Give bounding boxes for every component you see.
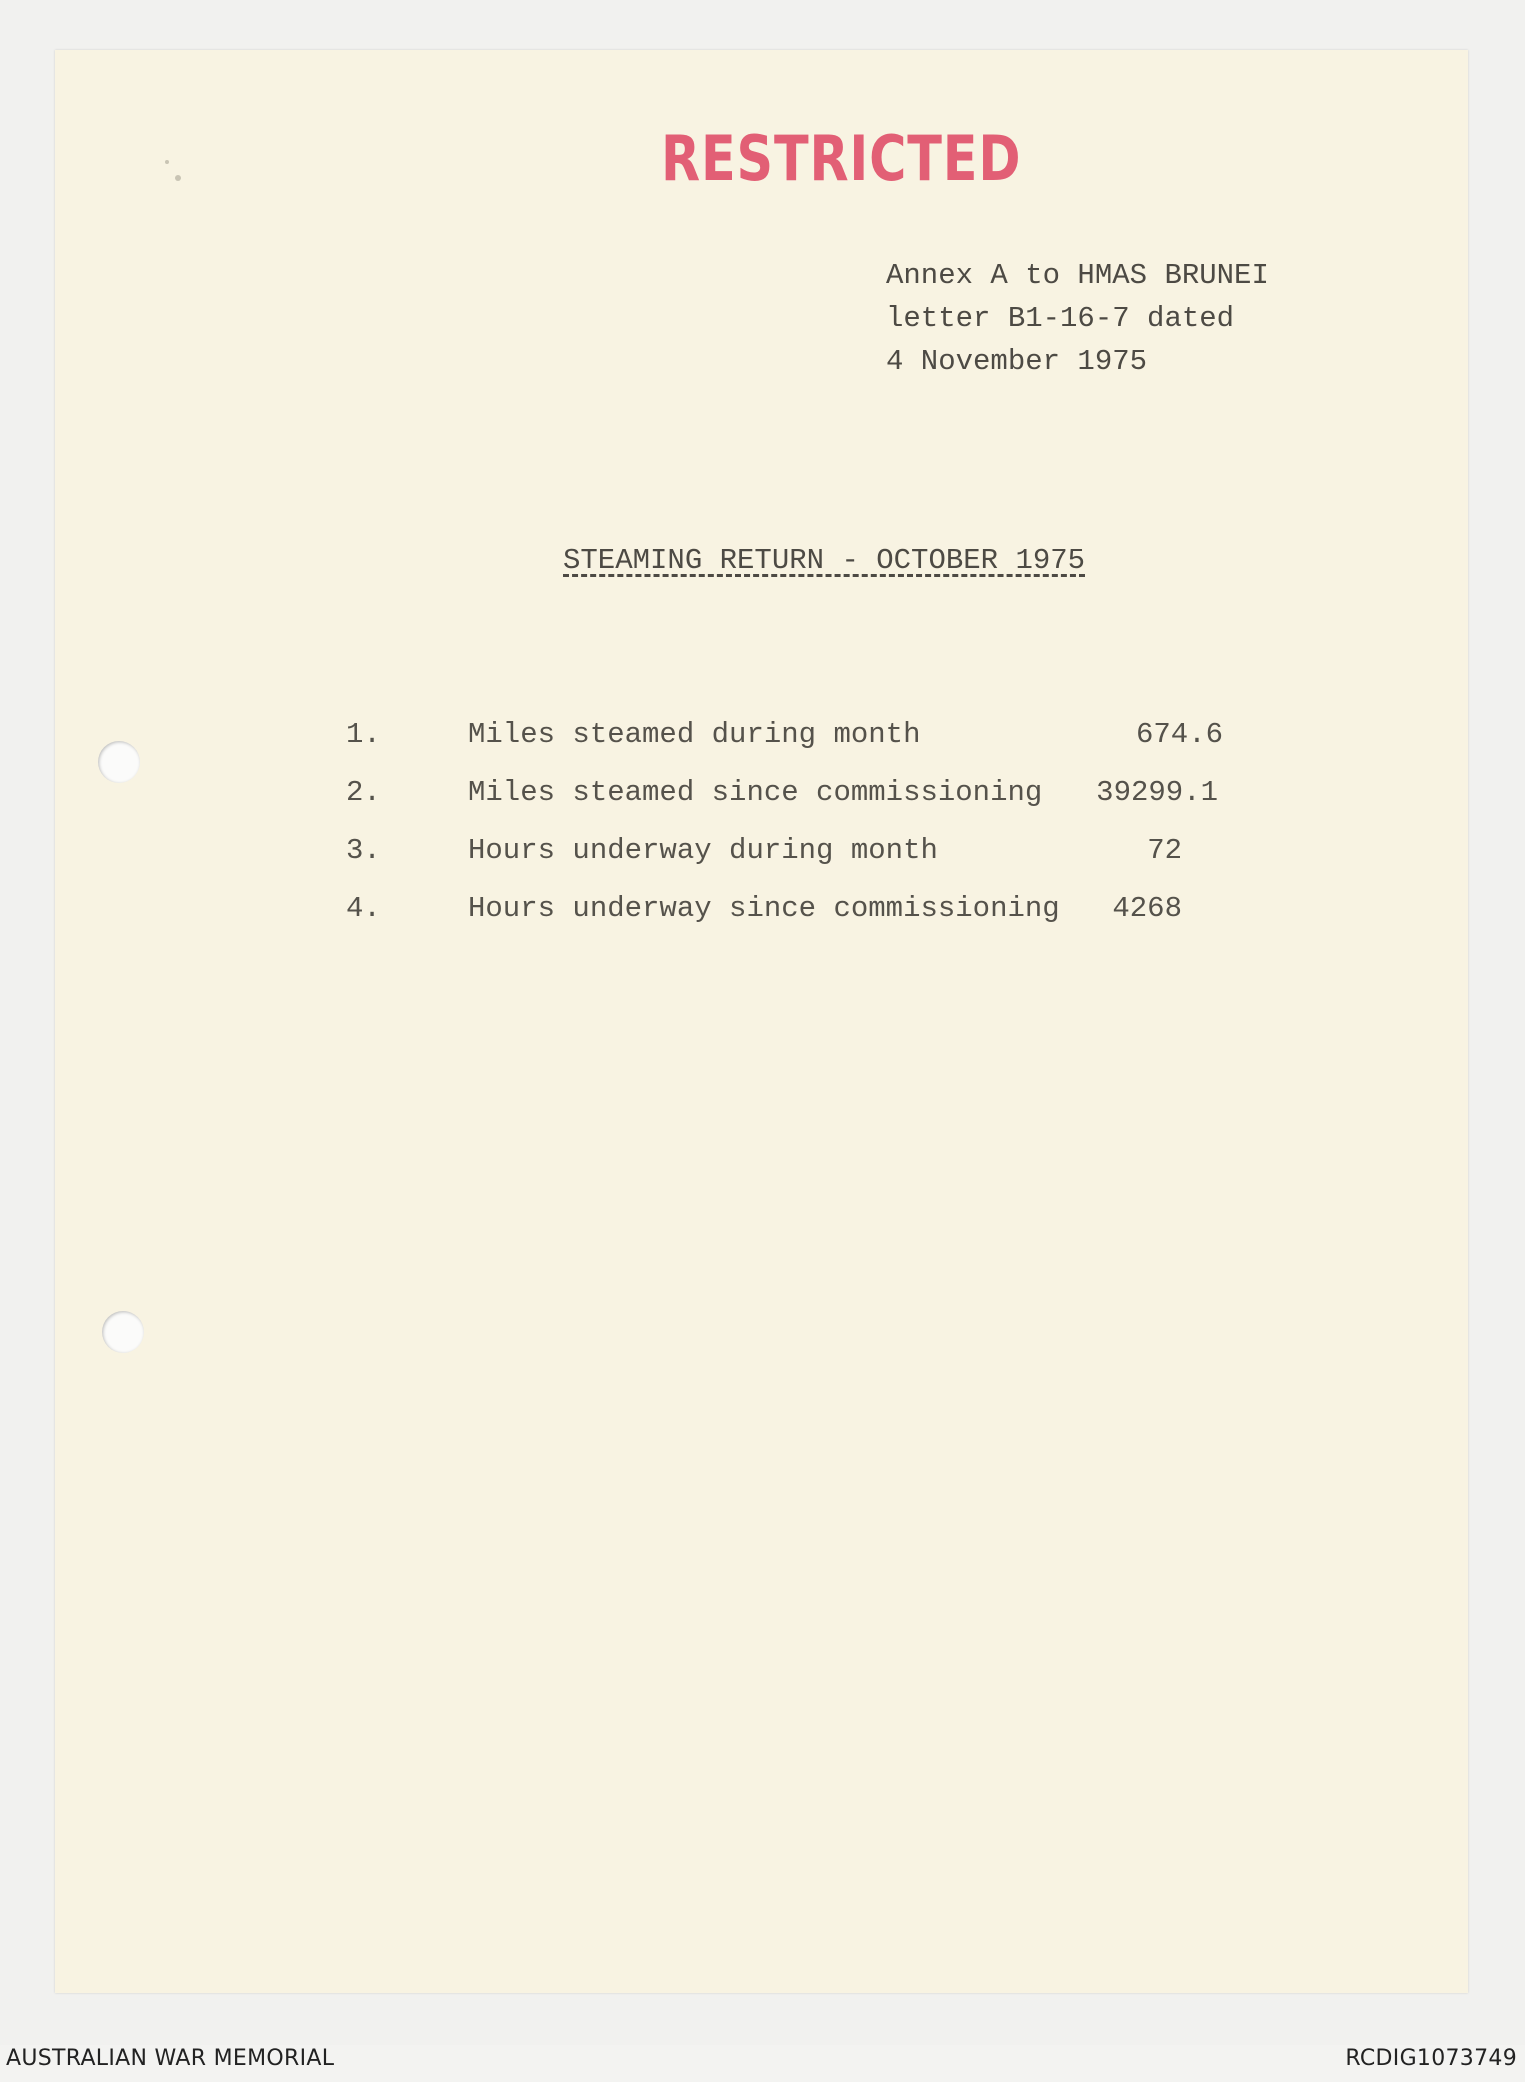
annex-reference xyxy=(886,254,1269,383)
item-value: 39299.1 xyxy=(1096,776,1218,809)
item-label: Hours underway during month xyxy=(468,834,938,867)
footer-source: AUSTRALIAN WAR MEMORIAL xyxy=(6,2046,335,2071)
list-item xyxy=(0,776,1525,820)
list-item xyxy=(0,892,1525,936)
item-number: 4. xyxy=(346,892,381,925)
punch-hole-bottom xyxy=(102,1311,144,1353)
document-title: STEAMING RETURN - OCTOBER 1975 xyxy=(563,544,1086,577)
item-value: 674.6 xyxy=(1135,718,1223,751)
item-label: Miles steamed during month xyxy=(468,718,921,751)
restricted-stamp: RESTRICTED xyxy=(661,122,1022,195)
annex-line-2: letter B1-16-7 dated xyxy=(886,302,1235,335)
item-number: 2. xyxy=(346,776,381,809)
list-item xyxy=(0,718,1525,762)
list-item xyxy=(0,834,1525,878)
paper-mark xyxy=(165,160,169,164)
footer-record-id: RCDIG1073749 xyxy=(1345,2046,1517,2071)
item-number: 1. xyxy=(346,718,381,751)
paper-mark xyxy=(175,175,181,181)
annex-line-3: 4 November 1975 xyxy=(886,345,1148,378)
item-number: 3. xyxy=(346,834,381,867)
item-value: 72 xyxy=(1147,834,1182,867)
annex-line-1: Annex A to HMAS BRUNEI xyxy=(886,259,1269,292)
item-value: 4268 xyxy=(1112,892,1182,925)
item-label: Miles steamed since commissioning xyxy=(468,776,1043,809)
item-label: Hours underway since commissioning xyxy=(468,892,1060,925)
